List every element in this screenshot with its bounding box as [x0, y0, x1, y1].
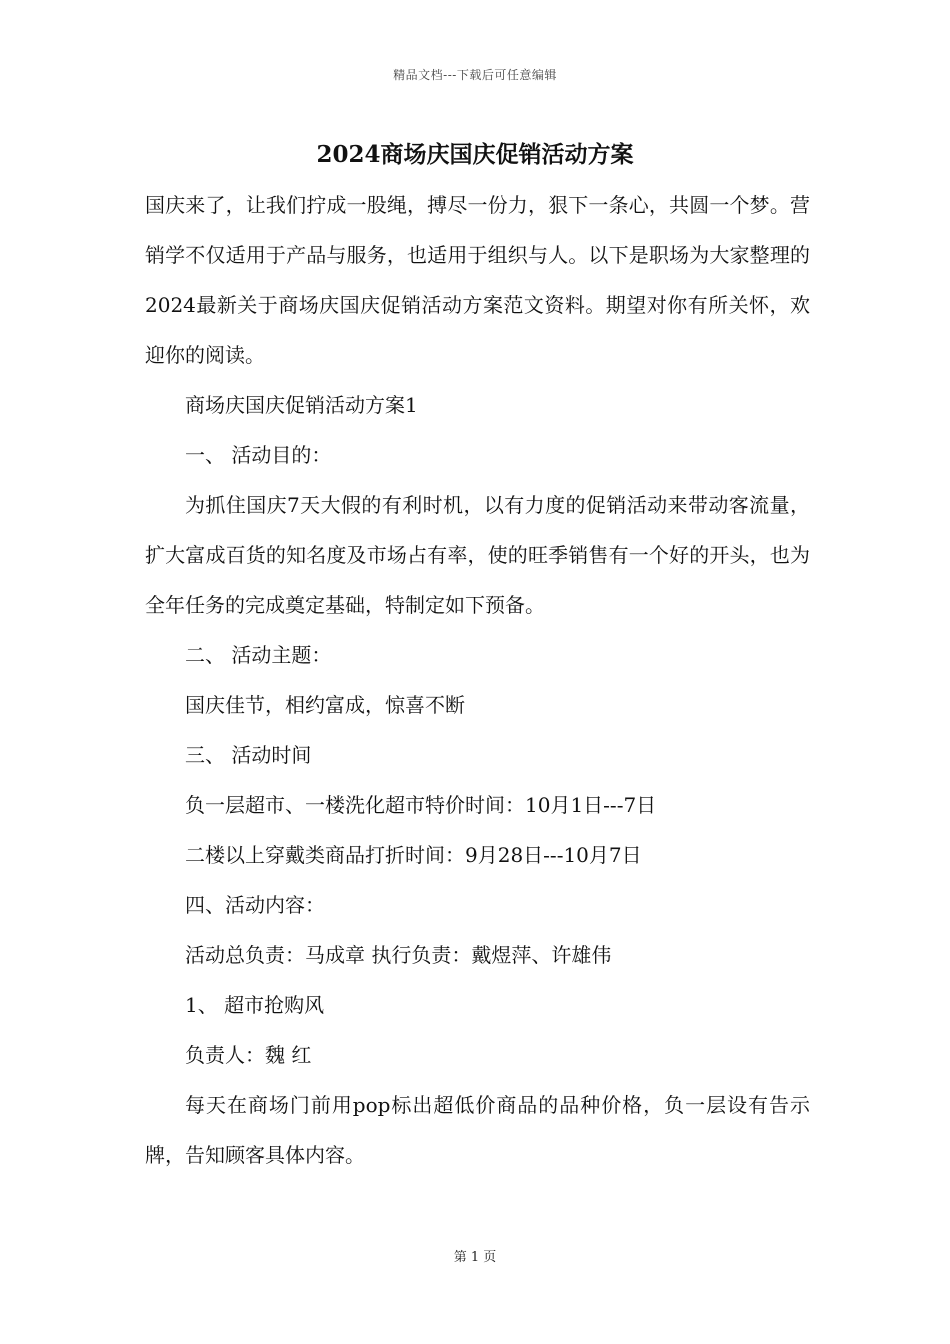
section-heading-purpose: 一、 活动目的：	[185, 443, 332, 467]
responsible-persons: 活动总负责：马成章 执行负责：戴煜萍、许雄伟	[185, 943, 612, 967]
subsection-heading-rush: 1、 超市抢购风	[185, 993, 325, 1017]
time-line-apparel: 二楼以上穿戴类商品打折时间：9月28日---10月7日	[185, 843, 642, 867]
rush-paragraph: 每天在商场门前用pop标出超低价商品的品种价格，负一层设有告示牌，告知顾客具体内容。	[145, 1093, 810, 1167]
section-heading-plan: 商场庆国庆促销活动方案1	[185, 393, 418, 417]
time-line-supermarket: 负一层超市、一楼洗化超市特价时间：10月1日---7日	[185, 793, 657, 817]
document-body	[145, 180, 810, 1180]
intro-paragraph: 国庆来了，让我们拧成一股绳，搏尽一份力，狠下一条心，共圆一个梦。营销学不仅适用于产品与服务，也适用于组织与人。以下是职场为大家整理的2024最新关于商场庆国庆促销活动方案范文资料。期望对你有所关怀，欢迎你的阅读。	[145, 193, 810, 367]
document-title: 2024商场庆国庆促销活动方案	[316, 141, 634, 168]
purpose-paragraph: 为抓住国庆7天大假的有利时机，以有力度的促销活动来带动客流量，扩大富成百货的知名度及市场占有率，使的旺季销售有一个好的开头，也为全年任务的完成奠定基础，特制定如下预备。	[145, 493, 810, 617]
page-header: 精品文档---下载后可任意编辑	[393, 68, 557, 82]
section-heading-theme: 二、 活动主题：	[185, 643, 332, 667]
rush-responsible: 负责人：魏 红	[185, 1043, 312, 1067]
section-heading-content: 四、活动内容：	[185, 893, 325, 917]
section-heading-time: 三、 活动时间	[185, 743, 312, 767]
page-number: 第 1 页	[453, 1250, 497, 1265]
theme-paragraph: 国庆佳节，相约富成，惊喜不断	[185, 693, 465, 717]
